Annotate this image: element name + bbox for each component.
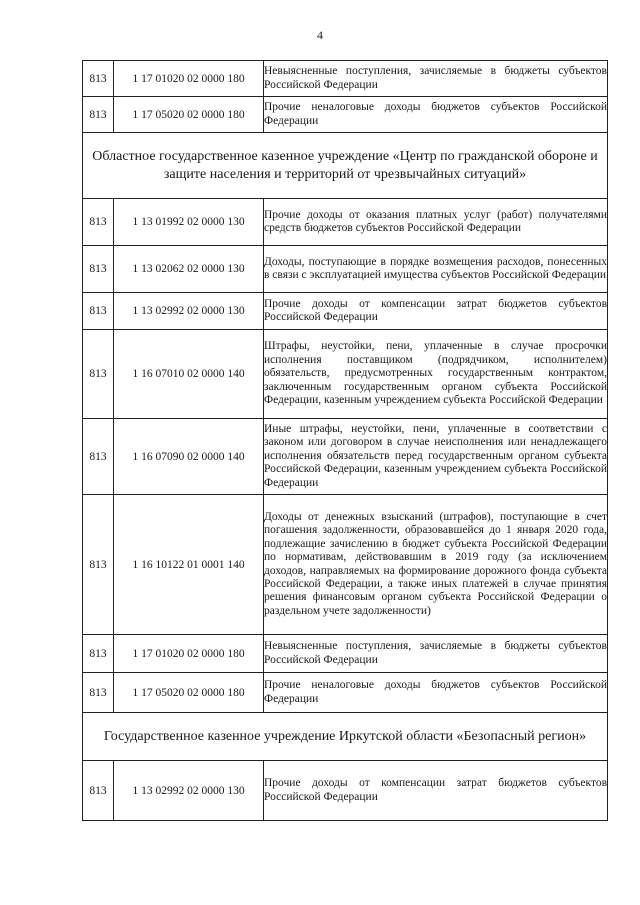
revenue-code-cell: 1 13 01992 02 0000 130 [114, 199, 264, 246]
admin-code-cell: 813 [83, 246, 114, 293]
revenue-codes-table [82, 60, 608, 821]
description-cell: Прочие доходы от компенсации затрат бюджетов субъектов Российской Федерации [264, 761, 608, 821]
table-row [83, 761, 608, 821]
page-number: 4 [317, 28, 323, 42]
revenue-code-cell: 1 13 02992 02 0000 130 [114, 761, 264, 821]
revenue-code-cell: 1 17 05020 02 0000 180 [114, 97, 264, 133]
section-title: Областное государственное казенное учреждение «Центр по гражданской обороне и защите населения и территорий от чрезвычайных ситуаций» [83, 133, 608, 199]
table-row [83, 330, 608, 419]
description-cell: Прочие доходы от компенсации затрат бюджетов субъектов Российской Федерации [264, 293, 608, 330]
table-row [83, 419, 608, 495]
table-row [83, 246, 608, 293]
section-header-row [83, 713, 608, 761]
admin-code-cell: 813 [83, 761, 114, 821]
table-row [83, 97, 608, 133]
section-title: Государственное казенное учреждение Иркутской области «Безопасный регион» [83, 713, 608, 761]
admin-code-cell: 813 [83, 495, 114, 635]
revenue-code-cell: 1 13 02062 02 0000 130 [114, 246, 264, 293]
description-cell: Доходы от денежных взысканий (штрафов), поступающие в счет погашения задолженности, образовавшейся до 1 января 2020 года, подлежащие зачислению в бюджет субъекта Российской Федерации по нормативам, действовавшим в 2019 году (за исключением доходов, направляемых на формирование дорожного фонда субъекта Российской Федерации, а также иных платежей в случае принятия решения финансовым органом субъекта Российской Федерации о раздельном учете задолженности) [264, 495, 608, 635]
admin-code-cell: 813 [83, 61, 114, 97]
description-cell: Доходы, поступающие в порядке возмещения расходов, понесенных в связи с эксплуатацией имущества субъектов Российской Федерации [264, 246, 608, 293]
description-cell: Прочие доходы от оказания платных услуг (работ) получателями средств бюджетов субъектов Российской Федерации [264, 199, 608, 246]
table-row [83, 635, 608, 673]
description-cell: Невыясненные поступления, зачисляемые в бюджеты субъектов Российской Федерации [264, 61, 608, 97]
revenue-code-cell: 1 17 01020 02 0000 180 [114, 635, 264, 673]
revenue-code-cell: 1 13 02992 02 0000 130 [114, 293, 264, 330]
admin-code-cell: 813 [83, 635, 114, 673]
admin-code-cell: 813 [83, 97, 114, 133]
table-row [83, 673, 608, 713]
description-cell: Штрафы, неустойки, пени, уплаченные в случае просрочки исполнения поставщиком (подрядчиком, исполнителем) обязательств, предусмотренных государственным контрактом, заключенным государственным органом субъекта Российской Федерации, казенным учреждением субъекта Российской Федерации [264, 330, 608, 419]
revenue-code-cell: 1 17 01020 02 0000 180 [114, 61, 264, 97]
section-header-row [83, 133, 608, 199]
admin-code-cell: 813 [83, 673, 114, 713]
revenue-code-cell: 1 17 05020 02 0000 180 [114, 673, 264, 713]
table-row [83, 199, 608, 246]
table-row [83, 495, 608, 635]
admin-code-cell: 813 [83, 330, 114, 419]
description-cell: Прочие неналоговые доходы бюджетов субъектов Российской Федерации [264, 97, 608, 133]
description-cell: Прочие неналоговые доходы бюджетов субъектов Российской Федерации [264, 673, 608, 713]
revenue-code-cell: 1 16 10122 01 0001 140 [114, 495, 264, 635]
revenue-code-cell: 1 16 07090 02 0000 140 [114, 419, 264, 495]
description-cell: Невыясненные поступления, зачисляемые в бюджеты субъектов Российской Федерации [264, 635, 608, 673]
admin-code-cell: 813 [83, 199, 114, 246]
table-row [83, 61, 608, 97]
admin-code-cell: 813 [83, 419, 114, 495]
table-row [83, 293, 608, 330]
description-cell: Иные штрафы, неустойки, пени, уплаченные в соответствии с законом или договором в случае неисполнения или ненадлежащего исполнения обязательств перед государственным органом субъекта Российской Федерации, казенным учреждением субъекта Российской Федерации [264, 419, 608, 495]
admin-code-cell: 813 [83, 293, 114, 330]
revenue-code-cell: 1 16 07010 02 0000 140 [114, 330, 264, 419]
